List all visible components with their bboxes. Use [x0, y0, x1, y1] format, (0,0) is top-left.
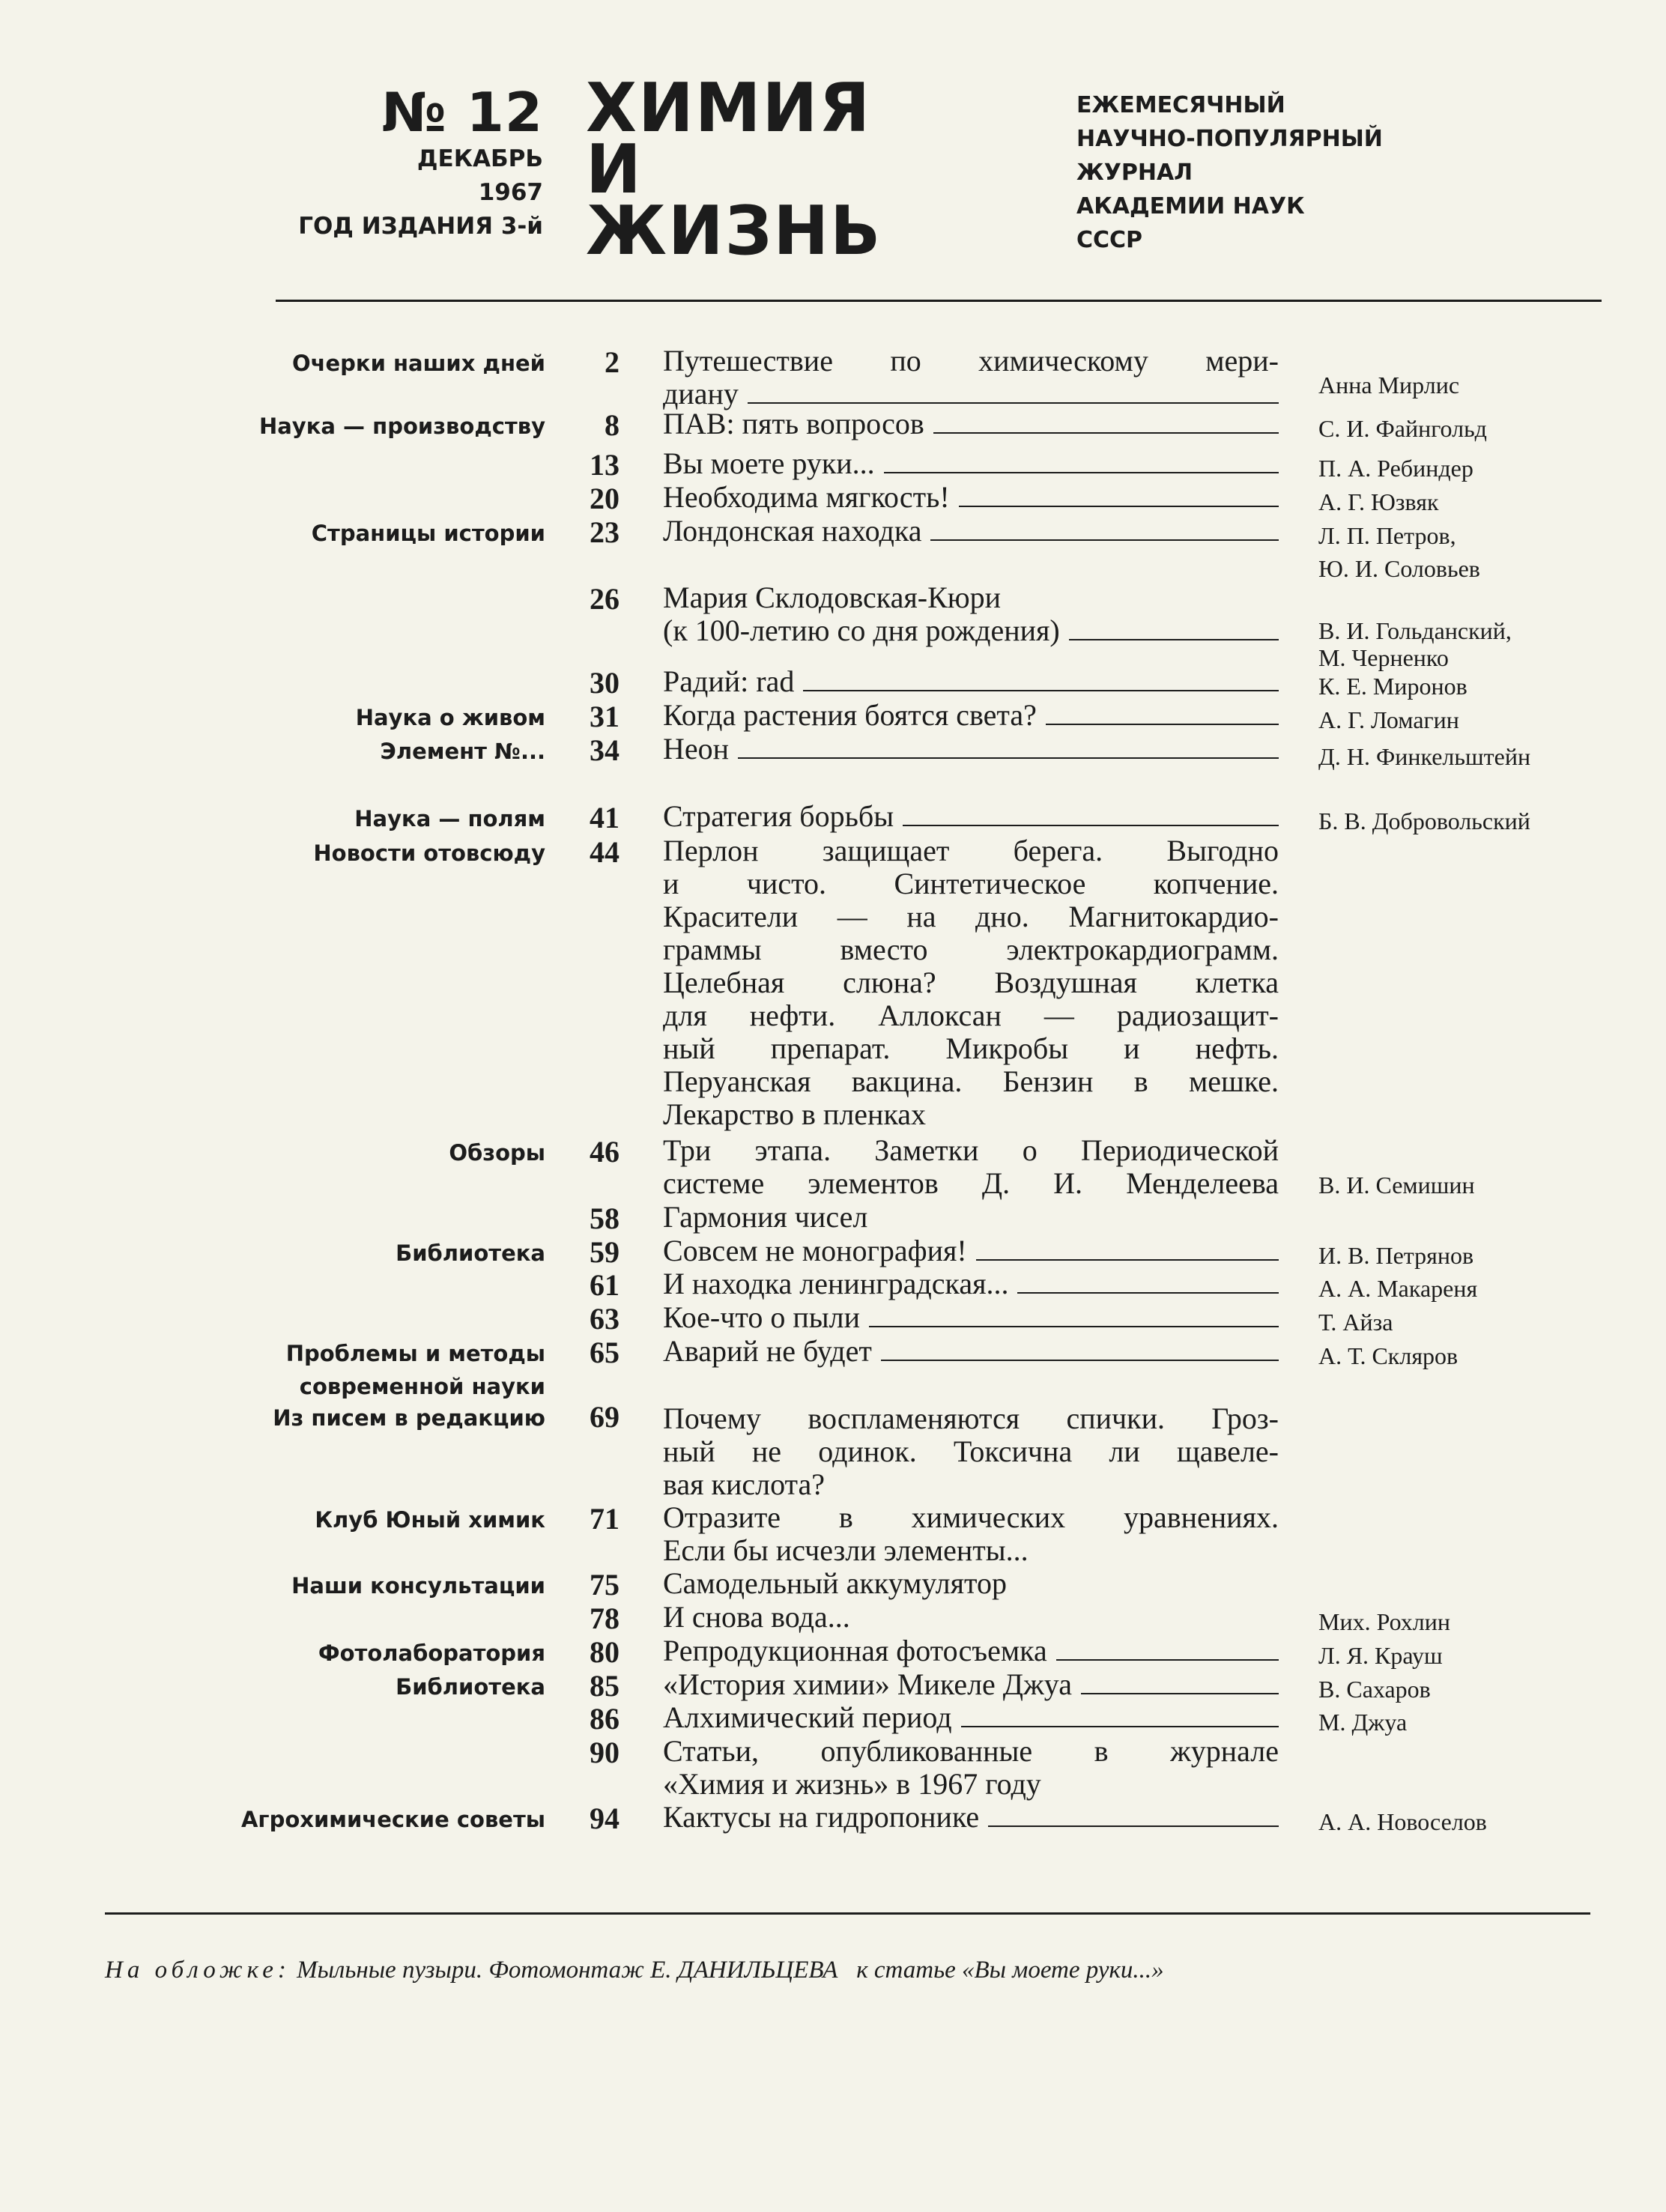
- toc-section: Новости отовсюду: [313, 840, 545, 866]
- toc-page-number: 2: [605, 345, 620, 379]
- toc-title-line: системе элементов Д. И. Менделеева: [663, 1166, 1279, 1200]
- toc-author-second: Ю. И. Соловьев: [1318, 555, 1480, 582]
- toc-title-line: Целебная слюна? Воздушная клетка: [663, 966, 1279, 999]
- toc-page-number: 61: [590, 1268, 620, 1302]
- toc-leader-line: [933, 432, 1279, 434]
- issue-year: 1967: [478, 179, 543, 206]
- toc-section: Библиотека: [396, 1674, 545, 1700]
- toc-leader-line: [748, 402, 1279, 404]
- toc-title-line: Перуанская вакцина. Бензин в мешке.: [663, 1064, 1279, 1098]
- toc-leader-line: [1046, 724, 1279, 725]
- toc-page-number: 58: [590, 1202, 620, 1235]
- toc-title-text: Репродукционная фотосъемка: [663, 1634, 1047, 1667]
- toc-author: А. А. Новоселов: [1318, 1808, 1487, 1835]
- toc-title-text: Необходима мягкость!: [663, 480, 950, 514]
- toc-title-text: Радий: rad: [663, 664, 795, 698]
- toc-title: [663, 665, 1279, 698]
- toc-page-number: 86: [590, 1702, 620, 1736]
- toc-title: [663, 1668, 1279, 1701]
- toc-entry: [0, 1301, 1666, 1334]
- toc-title-line: граммы вместо электрокардиограмм.: [663, 933, 1279, 966]
- toc-entry: [0, 407, 1666, 440]
- toc-title-line: Перлон защищает берега. Выгодно: [663, 834, 1279, 867]
- toc-title: [663, 1701, 1279, 1734]
- toc-author: В. И. Семишин: [1318, 1172, 1475, 1199]
- description-line: ЖУРНАЛ: [1076, 160, 1193, 186]
- toc-section: Наука о живом: [355, 705, 545, 730]
- issue-edition: ГОД ИЗДАНИЯ 3-й: [298, 213, 543, 240]
- toc-title-block: [663, 1134, 1279, 1200]
- footer-divider: [105, 1912, 1590, 1915]
- toc-page-number: 59: [590, 1235, 620, 1269]
- toc-page-number: 90: [590, 1736, 620, 1769]
- toc-title-text: ПАВ: пять вопросов: [663, 407, 924, 440]
- cover-note-prefix: На обложке:: [105, 1957, 291, 1984]
- toc-page-number: 65: [590, 1336, 620, 1369]
- toc-title-text: Гармония чисел: [663, 1200, 868, 1234]
- toc-author: В. Сахаров: [1318, 1676, 1431, 1703]
- toc-leader-line: [988, 1825, 1279, 1827]
- toc-title: [663, 481, 1279, 514]
- toc-title-continued: [663, 378, 1279, 410]
- toc-title-line: ный препарат. Микробы и нефть.: [663, 1031, 1279, 1065]
- toc-title: [663, 1335, 1279, 1368]
- toc-title: [663, 407, 1279, 440]
- toc-page-number: 13: [590, 448, 620, 482]
- toc-entry: [0, 1267, 1666, 1300]
- toc-title-text: Стратегия борьбы: [663, 799, 894, 833]
- toc-author: А. Г. Юзвяк: [1318, 488, 1439, 515]
- toc-title-line: Отразите в химических уравнениях.: [663, 1500, 1279, 1534]
- magazine-title-line: И: [586, 130, 643, 209]
- toc-section: Библиотека: [396, 1240, 545, 1266]
- toc-title-block: [663, 1501, 1279, 1567]
- toc-leader-line: [803, 690, 1279, 691]
- magazine-title-line: ХИМИЯ: [586, 69, 872, 148]
- issue-month: ДЕКАБРЬ: [416, 145, 543, 172]
- toc-page-number: 71: [590, 1502, 620, 1536]
- toc-entry: [0, 1500, 1666, 1567]
- toc-section: Наука — производству: [258, 413, 545, 439]
- toc-entry: [0, 1734, 1666, 1801]
- toc-entry: [0, 481, 1666, 514]
- toc-entry: [0, 732, 1666, 770]
- toc-title: [663, 733, 1279, 766]
- toc-entry: [0, 1668, 1666, 1701]
- toc-title-line: ный не одинок. Токсична ли щавеле-: [663, 1434, 1279, 1468]
- toc-entry: [0, 1701, 1666, 1734]
- toc-page-number: 20: [590, 482, 620, 515]
- toc-title-text: И находка ленинградская...: [663, 1267, 1009, 1300]
- toc-page-number: 85: [590, 1669, 620, 1703]
- toc-title: [663, 1801, 1279, 1834]
- toc-author-second: М. Черненко: [1318, 644, 1449, 671]
- toc-author: И. В. Петрянов: [1318, 1242, 1474, 1269]
- toc-entry: [0, 1201, 1666, 1234]
- toc-entry: [0, 800, 1666, 833]
- toc-title-line: Лекарство в пленках: [663, 1097, 927, 1131]
- toc-entry: [0, 514, 1666, 582]
- toc-author: А. А. Макареня: [1318, 1275, 1478, 1302]
- toc-leader-line: [961, 1726, 1279, 1727]
- toc-title: [663, 1234, 1279, 1267]
- toc-title-line: диану: [663, 377, 739, 410]
- toc-page-number: 78: [590, 1602, 620, 1635]
- toc-entry: [0, 665, 1666, 698]
- toc-title-line: Если бы исчезли элементы...: [663, 1533, 1029, 1567]
- toc-title-line: Три этапа. Заметки о Периодической: [663, 1133, 1279, 1167]
- description-line: НАУЧНО-ПОПУЛЯРНЫЙ: [1076, 126, 1383, 152]
- toc-entry: [0, 1334, 1666, 1399]
- toc-title: [663, 1201, 1279, 1234]
- toc-leader-line: [930, 539, 1279, 541]
- toc-author: Т. Айза: [1318, 1309, 1393, 1336]
- toc-title-line: «Химия и жизнь» в 1967 году: [663, 1767, 1041, 1801]
- toc-page-number: 94: [590, 1802, 620, 1835]
- toc-author: А. Т. Скляров: [1318, 1342, 1458, 1369]
- toc-title-text: Совсем не монография!: [663, 1234, 967, 1267]
- toc-title: [663, 1267, 1279, 1300]
- toc-title-line: Почему воспламеняются спички. Гроз-: [663, 1402, 1279, 1435]
- toc-entry: [0, 699, 1666, 732]
- toc-title-text: Лондонская находка: [663, 514, 922, 548]
- toc-title: [663, 447, 1279, 480]
- toc-entry: [0, 1234, 1666, 1267]
- toc-author: Б. В. Добровольский: [1318, 807, 1530, 834]
- toc-page-number: 75: [590, 1568, 620, 1602]
- toc-leader-line: [976, 1259, 1279, 1261]
- magazine-description: [1076, 88, 1383, 257]
- toc-title-line: и чисто. Синтетическое копчение.: [663, 867, 1279, 900]
- toc-title: [663, 515, 1279, 548]
- toc-title-line: Красители — на дно. Магнитокардио-: [663, 900, 1279, 933]
- toc-leader-line: [1056, 1659, 1279, 1661]
- toc-section: Фотолаборатория: [318, 1640, 545, 1666]
- toc-title-text: Неон: [663, 732, 730, 766]
- header-divider: [276, 300, 1602, 302]
- magazine-title: [586, 69, 882, 270]
- toc-author: Л. Я. Крауш: [1318, 1642, 1443, 1669]
- toc-section: Проблемы и методы: [285, 1341, 545, 1366]
- toc-title: [663, 1301, 1279, 1334]
- toc-leader-line: [881, 1360, 1279, 1361]
- toc-entry: [0, 581, 1666, 671]
- toc-title-line: для нефти. Аллоксан — радиозащит-: [663, 999, 1279, 1032]
- toc-title: [663, 1634, 1279, 1667]
- toc-title-text: Мария Склодовская-Кюри: [663, 581, 1002, 614]
- toc-author: Л. П. Петров,: [1318, 522, 1456, 549]
- toc-entry: [0, 1567, 1666, 1600]
- toc-leader-line: [1069, 639, 1279, 640]
- toc-author: А. Г. Ломагин: [1318, 706, 1459, 733]
- toc-page-number: 69: [590, 1400, 620, 1434]
- toc-leader-line: [869, 1326, 1279, 1327]
- magazine-title-line: ЖИЗНЬ: [586, 192, 882, 270]
- toc-page-number: 8: [605, 408, 620, 442]
- description-line: СССР: [1076, 227, 1143, 253]
- toc-title-block: [663, 1402, 1279, 1501]
- toc-entry: [0, 447, 1666, 480]
- toc-title-text: Аварий не будет: [663, 1334, 872, 1368]
- toc-title-text: Когда растения боятся света?: [663, 698, 1037, 732]
- toc-entry: [0, 344, 1666, 410]
- toc-section: Очерки наших дней: [291, 351, 545, 376]
- description-line: АКАДЕМИИ НАУК: [1076, 193, 1305, 219]
- toc-title: [663, 1601, 1279, 1634]
- toc-author: С. И. Файнгольд: [1318, 415, 1487, 442]
- toc-leader-line: [1017, 1292, 1279, 1294]
- toc-section: Агрохимические советы: [240, 1807, 545, 1832]
- toc-author: П. А. Ребиндер: [1318, 455, 1473, 482]
- toc-section: Наши консультации: [291, 1573, 545, 1599]
- toc-section: Обзоры: [449, 1140, 545, 1166]
- toc-title: [663, 345, 1279, 378]
- toc-section: Клуб Юный химик: [315, 1507, 545, 1533]
- toc-entry: [0, 1399, 1666, 1501]
- toc-entry: [0, 1634, 1666, 1667]
- toc-title-text: Кое-что о пыли: [663, 1300, 860, 1334]
- toc-title-text: Самодельный аккумулятор: [663, 1566, 1007, 1600]
- toc-title-line: Статьи, опубликованные в журнале: [663, 1734, 1279, 1768]
- toc-entry: [0, 1133, 1666, 1200]
- issue-number: № 12: [381, 81, 543, 144]
- toc-title-text: «История химии» Микеле Джуа: [663, 1667, 1072, 1701]
- toc-section: Из писем в редакцию: [273, 1405, 545, 1431]
- cover-note-text: Мыльные пузыри. Фотомонтаж Е. ДАНИЛЬЦЕВА: [297, 1957, 838, 1984]
- toc-author: В. И. Гольданский,: [1318, 617, 1512, 644]
- description-line: ЕЖЕМЕСЯЧНЫЙ: [1076, 92, 1285, 118]
- toc-title: [663, 1567, 1279, 1600]
- toc-title-text: И снова вода...: [663, 1600, 850, 1634]
- toc-section: Наука — полям: [354, 806, 545, 831]
- toc-author: К. Е. Миронов: [1318, 673, 1467, 700]
- toc-title-continued: [663, 614, 1279, 647]
- toc-page-number: 63: [590, 1302, 620, 1336]
- toc-title-line: Путешествие по химическому мери-: [663, 344, 1279, 378]
- toc-title-text: Вы моете руки...: [663, 446, 875, 480]
- toc-title-line: вая кислота?: [663, 1467, 826, 1501]
- toc-leader-line: [738, 757, 1279, 759]
- issue-info: [285, 82, 543, 243]
- cover-note-suffix: к статье «Вы моете руки...»: [856, 1957, 1164, 1984]
- toc-entry: [0, 1801, 1666, 1834]
- toc-leader-line: [959, 506, 1279, 507]
- toc-page-number: 34: [590, 733, 620, 767]
- toc-page-number: 41: [590, 801, 620, 834]
- toc-leader-line: [903, 825, 1279, 826]
- cover-note: [105, 1957, 1164, 1984]
- toc-title: [663, 699, 1279, 732]
- toc-page-number: 23: [590, 515, 620, 549]
- toc-section: Страницы истории: [311, 521, 545, 546]
- toc-author: М. Джуа: [1318, 1709, 1408, 1736]
- toc-section: Элемент №...: [380, 739, 545, 764]
- toc-entry: [0, 834, 1666, 1131]
- toc-page-number: 80: [590, 1635, 620, 1669]
- toc-section-second-line: современной науки: [299, 1374, 545, 1399]
- toc-leader-line: [884, 472, 1279, 473]
- toc-title: [663, 581, 1279, 614]
- toc-title-text: Кактусы на гидропонике: [663, 1800, 980, 1834]
- toc-author: Мих. Рохлин: [1318, 1608, 1450, 1635]
- toc-page-number: 46: [590, 1135, 620, 1169]
- toc-author: Д. Н. Финкельштейн: [1318, 743, 1531, 770]
- toc-author: Анна Мирлис: [1318, 372, 1460, 399]
- toc-title-block: [663, 834, 1279, 1131]
- toc-title-block: [663, 1735, 1279, 1801]
- toc-page-number: 31: [590, 700, 620, 733]
- toc-leader-line: [1081, 1693, 1279, 1694]
- toc-title-text: (к 100-летию со дня рождения): [663, 613, 1060, 647]
- toc-title-text: Алхимический период: [663, 1700, 952, 1734]
- toc-page-number: 30: [590, 666, 620, 700]
- toc-title: [663, 800, 1279, 833]
- toc-page-number: 26: [590, 582, 620, 616]
- toc-entry: [0, 1601, 1666, 1634]
- toc-page-number: 44: [590, 835, 620, 869]
